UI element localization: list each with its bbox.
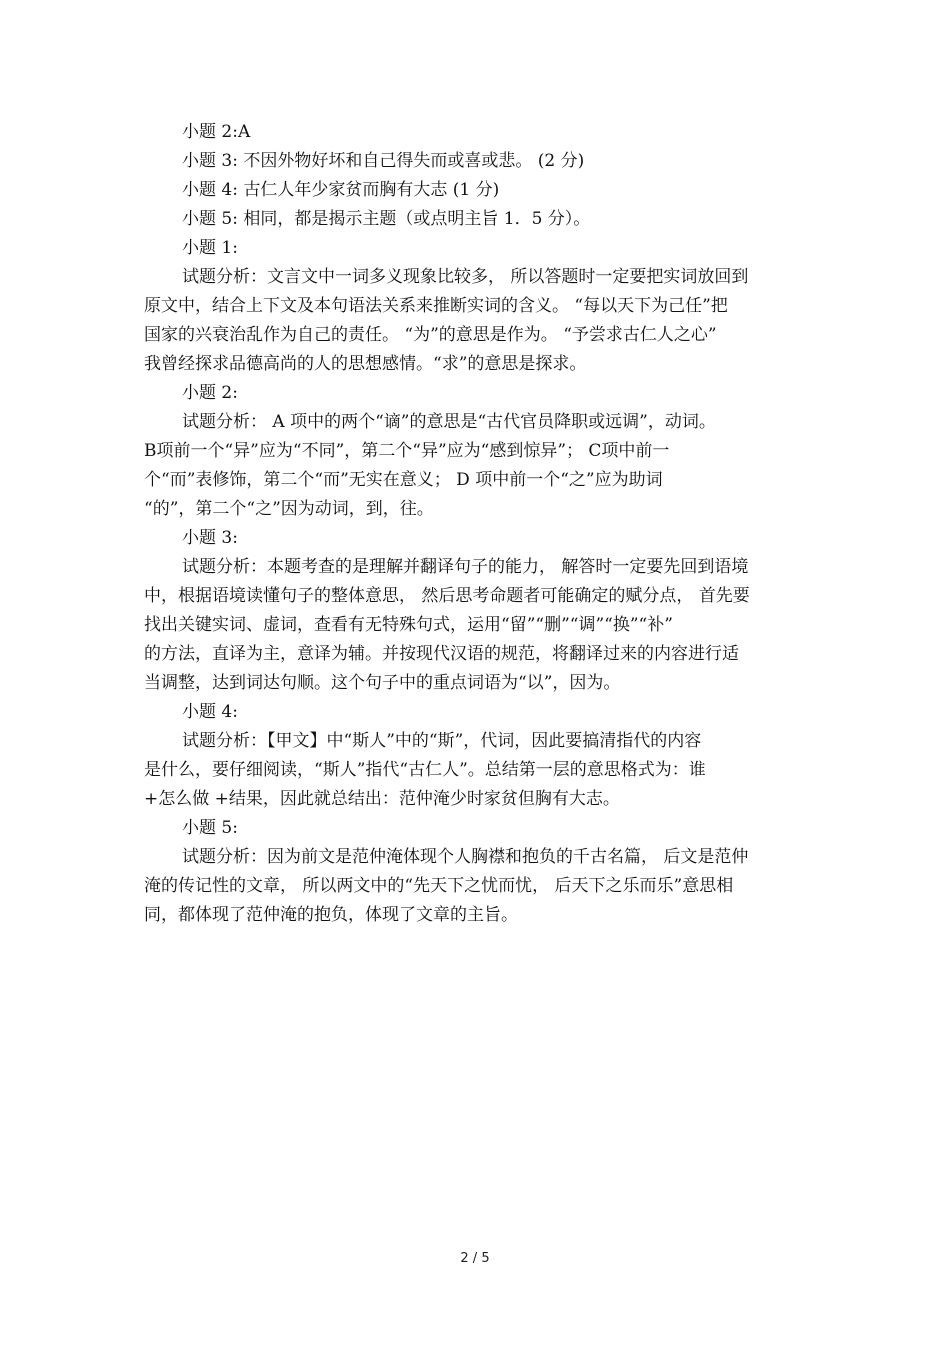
text-line: 小题 4: <box>182 702 238 722</box>
text-line: B项前一个“异”应为“不同”，第二个“异”应为“感到惊异”； C项中前一 <box>144 441 670 461</box>
text-line: 小题 5: <box>182 818 238 838</box>
text-line: 小题 2: <box>182 383 238 403</box>
text-line: +怎么做 +结果，因此就总结出：范仲淹少时家贫但胸有大志。 <box>144 789 620 809</box>
text-line: 同，都体现了范仲淹的抱负，体现了文章的主旨。 <box>144 905 518 925</box>
text-line: 当调整，达到词达句顺。这个句子中的重点词语为“以”，因为。 <box>144 673 621 693</box>
text-line: 个“而”表修饰，第二个“而”无实在意义； D 项中前一个“之”应为助词 <box>144 470 663 490</box>
text-line: 试题分析：本题考查的是理解并翻译句子的能力， 解答时一定要先回到语境 <box>182 557 749 577</box>
page-number: 2 / 5 <box>460 1251 490 1266</box>
text-line: 原文中，结合上下文及本句语法关系来推断实词的含义。 “每以天下为己任”把 <box>144 296 728 316</box>
text-line: 小题 2:A <box>182 122 251 142</box>
text-line: 国家的兴衰治乱作为自己的责任。 “为”的意思是作为。 “予尝求古仁人之心” <box>144 325 717 345</box>
text-line: 小题 5: 相同，都是揭示主题（或点明主旨 1．5 分）。 <box>182 209 591 229</box>
text-line: 试题分析： A 项中的两个“谪”的意思是“古代官员降职或远调”，动词。 <box>182 412 716 432</box>
text-line: 我曾经探求品德高尚的人的思想感情。“求”的意思是探求。 <box>144 354 587 374</box>
text-line: 小题 1: <box>182 238 238 258</box>
text-line: 小题 4: 古仁人年少家贫而胸有大志 (1 分) <box>182 180 500 200</box>
text-line: 是什么，要仔细阅读，“斯人”指代“古仁人”。总结第一层的意思格式为：谁 <box>144 760 706 780</box>
text-line: 试题分析：因为前文是范仲淹体现个人胸襟和抱负的千古名篇， 后文是范仲 <box>182 847 749 867</box>
text-line: 小题 3: 不因外物好坏和自己得失而或喜或悲。 (2 分) <box>182 151 585 171</box>
text-line: 中，根据语境读懂句子的整体意思， 然后思考命题者可能确定的赋分点， 首先要 <box>144 586 750 606</box>
text-line: 小题 3: <box>182 528 238 548</box>
text-line: 淹的传记性的文章， 所以两文中的“先天下之忧而忧， 后天下之乐而乐”意思相 <box>144 876 734 896</box>
text-line: 的方法，直译为主，意译为辅。并按现代汉语的规范，将翻译过来的内容进行适 <box>144 644 739 664</box>
text-line: 试题分析：文言文中一词多义现象比较多， 所以答题时一定要把实词放回到 <box>182 267 749 287</box>
text-line: 找出关键实词、虚词，查看有无特殊句式，运用“留”“删”“调”“换”“补” <box>144 615 673 635</box>
text-line: “的”，第二个“之”因为动词，到，往。 <box>144 499 434 519</box>
document-body <box>144 118 808 930</box>
text-line: 试题分析：【甲文】中“斯人”中的“斯”，代词，因此要搞清指代的内容 <box>182 731 702 751</box>
